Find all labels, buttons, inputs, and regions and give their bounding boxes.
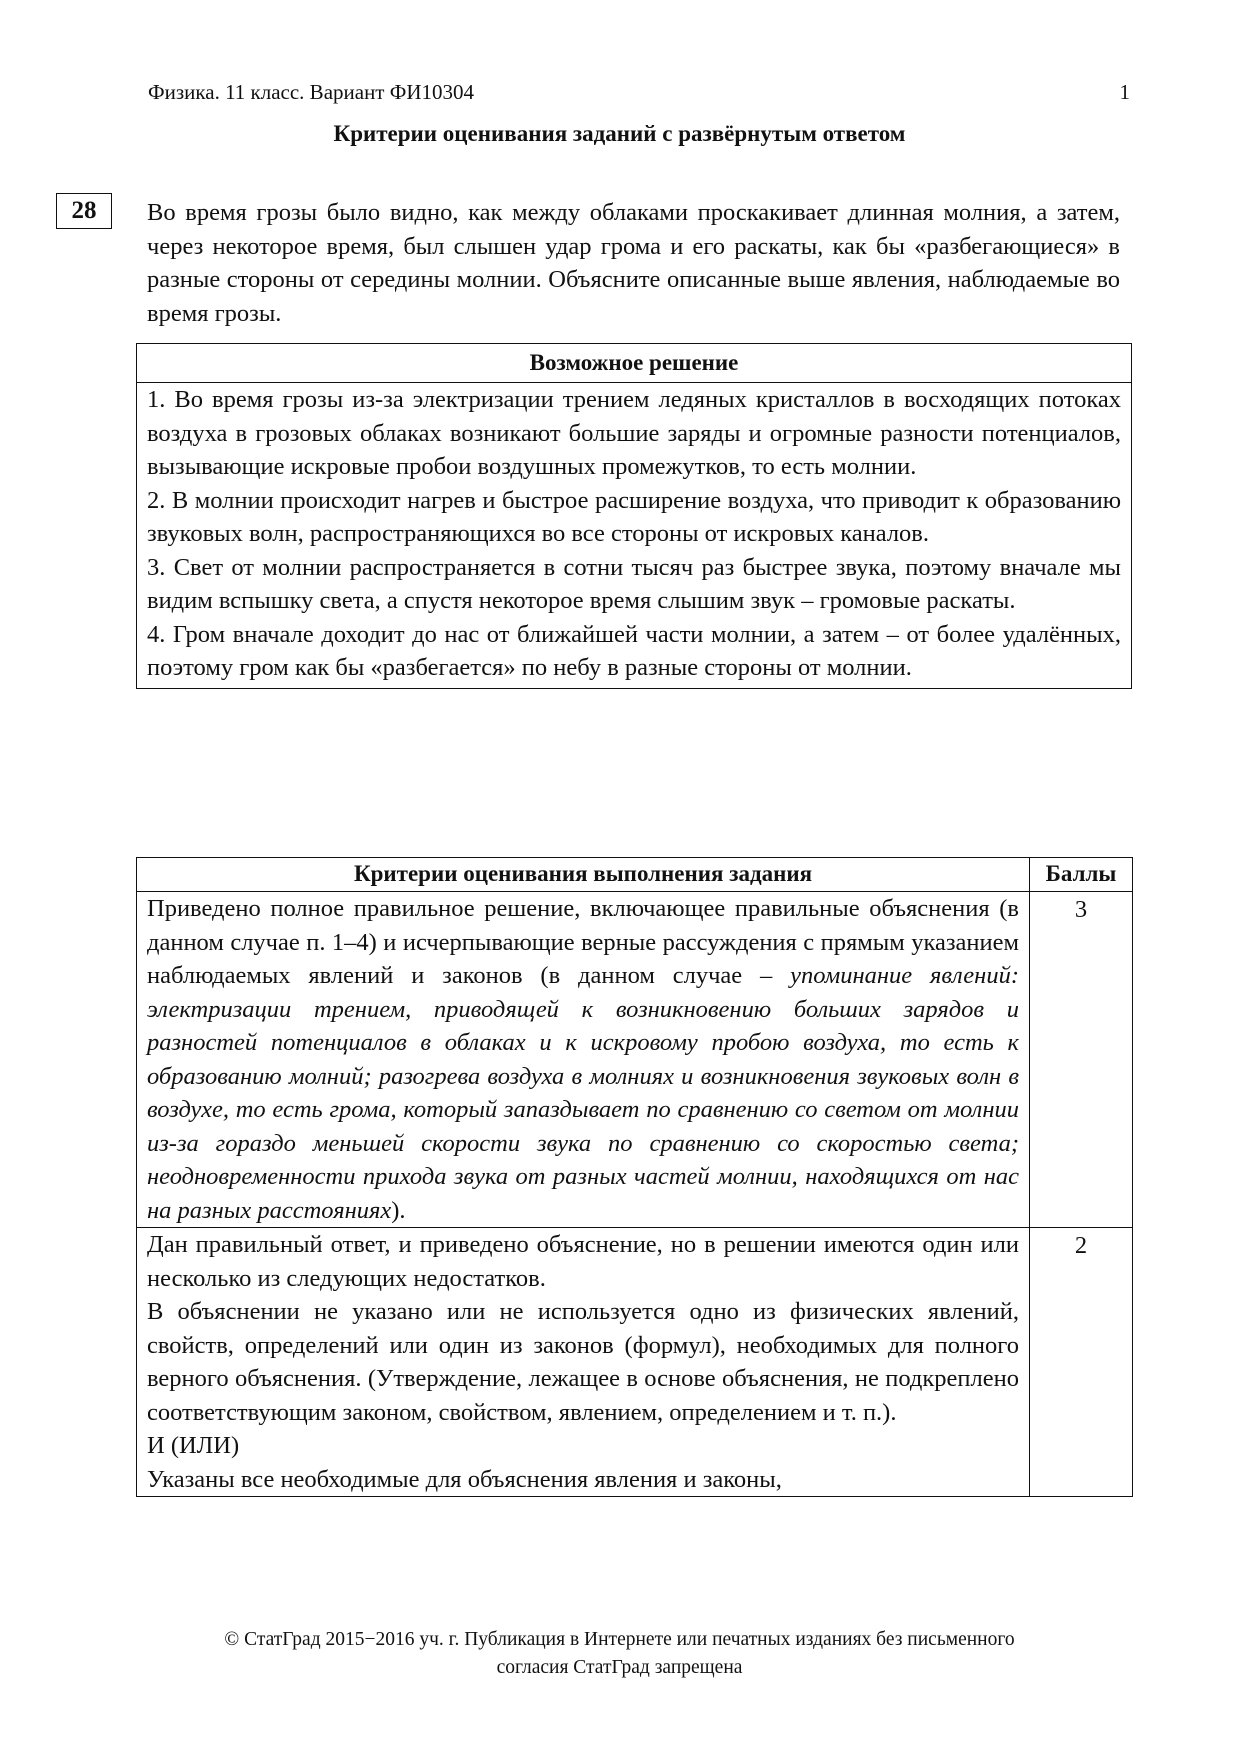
- criteria-score: 2: [1030, 1228, 1133, 1497]
- criteria-text-end: ).: [391, 1196, 406, 1224]
- criteria-table: [136, 857, 1133, 1497]
- criteria-column-header: Критерии оценивания выполнения задания: [137, 858, 1030, 892]
- criteria-text-italic: упоминание явлений: электризации трением, приводящей к возникновению больших зарядов и разностей потенциалов в облаках и к искровому пробою воздуха, то есть к образованию молний; разогрева воздуха в молниях и возникновения звуковых волн в воздухе, то есть грома, который запаздывает по сравнению со светом от молнии из-за гораздо меньшей скорости звука по сравнению со скоростью света; неодновременности прихода звука от разных частей молнии, находящихся от нас на разных расстояниях: [147, 962, 1019, 1224]
- solution-point: 2. В молнии происходит нагрев и быстрое расширение воздуха, что приводит к образованию звуковых волн, распространяющихся во все стороны от искровых каналов.: [147, 486, 1121, 547]
- criteria-text-plain: Приведено полное правильное решение, включающее правильные объяснения (в данном случае п. 1–4) и исчерпывающие верные рассуждения с прямым указанием наблюдаемых явлений и законов (в данном случае –: [147, 895, 1019, 989]
- task-number-box: 28: [56, 193, 112, 229]
- criteria-header-row: [137, 858, 1133, 892]
- page-number: 1: [1119, 80, 1130, 104]
- criteria-line: Указаны все необходимые для объяснения явления и законы,: [147, 1465, 782, 1493]
- solution-body: [137, 383, 1131, 688]
- criteria-score: 3: [1030, 892, 1133, 1228]
- solution-point: 1. Во время грозы из-за электризации трением ледяных кристаллов в восходящих потоках воздуха в грозовых облаках возникают большие заряды и огромные разности потенциалов, вызывающие искровые пробои воздушных промежутков, то есть молнии.: [147, 386, 1121, 480]
- criteria-text: [137, 1228, 1030, 1497]
- criteria-row: [137, 1228, 1133, 1497]
- footer-line: © СтатГрад 2015−2016 уч. г. Публикация в Интернете или печатных изданиях без письменного: [224, 1629, 1015, 1650]
- footer: [0, 1626, 1239, 1682]
- footer-line: согласия СтатГрад запрещена: [496, 1657, 743, 1678]
- points-column-header: Баллы: [1030, 858, 1133, 892]
- criteria-line: В объяснении не указано или не используется одно из физических явлений, свойств, определений или один из законов (формул), необходимых для полного верного объяснения. (Утверждение, лежащее в основе объяснения, не подкреплено соответствующим законом, свойством, явлением, определением и т. п.).: [147, 1298, 1019, 1426]
- page-title: Критерии оценивания заданий с развёрнутым ответом: [333, 121, 906, 146]
- task-statement: Во время грозы было видно, как между облаками проскакивает длинная молния, а затем, через некоторое время, был слышен удар грома и его раскаты, как бы «разбегающиеся» в разные стороны от середины молнии. Объясните описанные выше явления, наблюдаемые во время грозы.: [147, 199, 1120, 327]
- criteria-line: Дан правильный ответ, и приведено объяснение, но в решении имеются один или несколько из следующих недостатков.: [147, 1231, 1019, 1292]
- criteria-line: И (ИЛИ): [147, 1432, 240, 1459]
- solution-point: 3. Свет от молнии распространяется в сотни тысяч раз быстрее звука, поэтому вначале мы видим вспышку света, а спустя некоторое время слышим звук – громовые раскаты.: [147, 553, 1121, 614]
- solution-box: [136, 343, 1132, 689]
- criteria-row: [137, 892, 1133, 1228]
- header-subject-line: Физика. 11 класс. Вариант ФИ10304: [148, 80, 474, 104]
- solution-heading: Возможное решение: [137, 344, 1131, 383]
- solution-point: 4. Гром вначале доходит до нас от ближайшей части молнии, а затем – от более удалённых, поэтому гром как бы «разбегается» по небу в разные стороны от молнии.: [147, 620, 1121, 681]
- criteria-text: [137, 892, 1030, 1228]
